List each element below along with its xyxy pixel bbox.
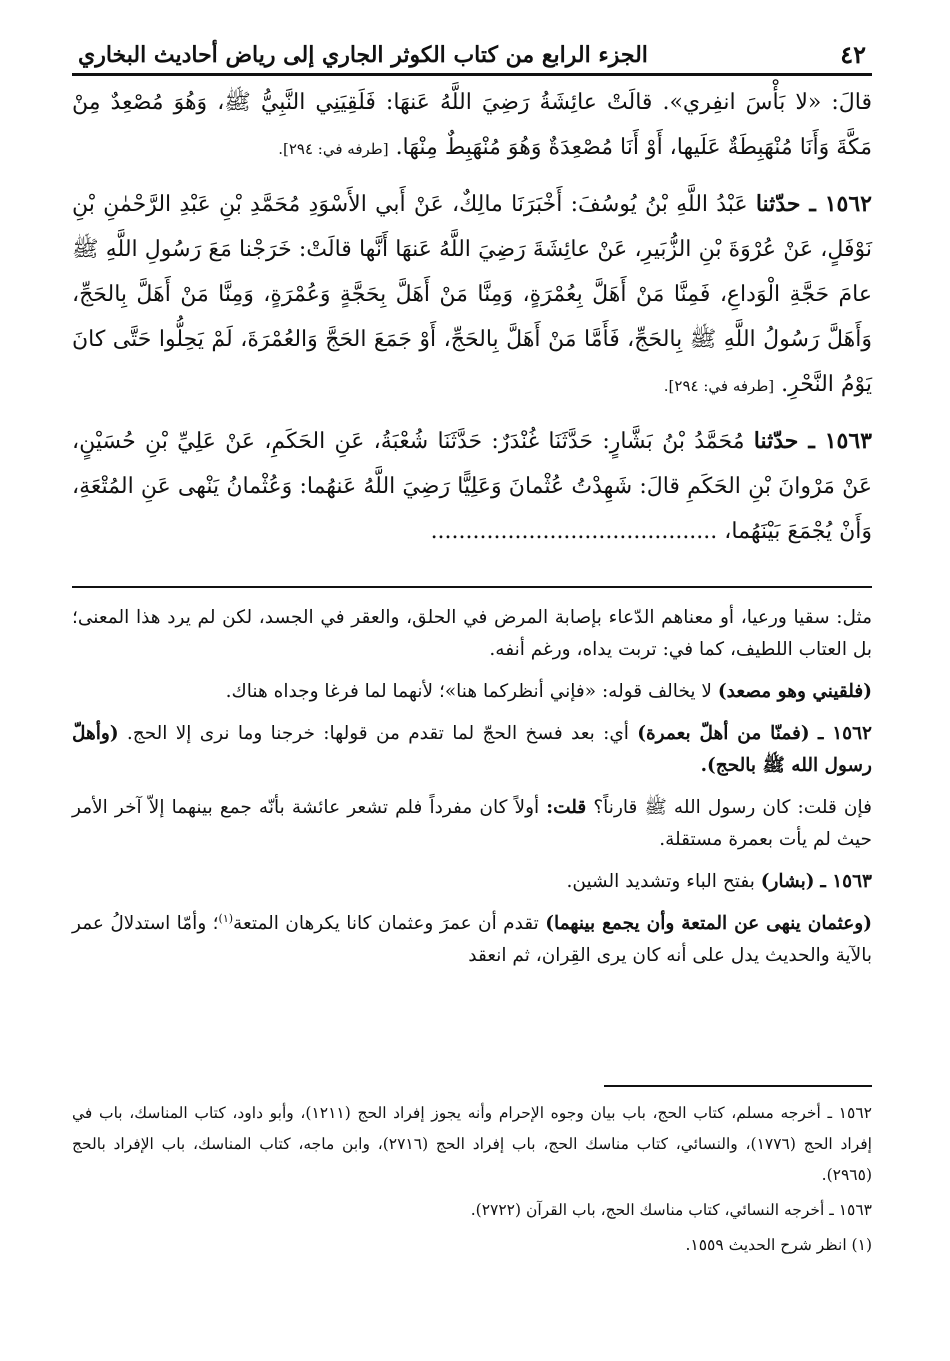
footnote-separator <box>604 1085 872 1087</box>
commentary-paragraph <box>72 866 872 898</box>
hadith-text-1562: عَبْدُ اللَّهِ بْنُ يُوسُفَ: أَخْبَرَنَا مالِكٌ، عَنْ أَبي الأَسْوَدِ مُحَمَّدِ بْنِ عَبْدِ الرَّحْمٰنِ بْنِ نَوْفَلٍ، عَنْ عُرْوَةَ بْنِ الزُّبَيرِ، عَنْ عائِشَةَ رَضِيَ اللَّهُ عَنهَا أَنَّها قالَتْ: خَرَجْنا مَعَ رَسُولِ اللَّهِ ﷺ عامَ حَجَّةِ الْوَداعِ، فَمِنَّا مَنْ أَهَلَّ بِعُمْرَةٍ، وَمِنَّا مَنْ أَهَلَّ بِحَجَّةٍ وَعُمْرَةٍ، وَمِنَّا مَنْ أَهَلَّ بِالحَجِّ، وَأَهَلَّ رَسُولُ اللَّهِ ﷺ بِالحَجِّ، فَأَمَّا مَنْ أَهَلَّ بِالحَجِّ، أَوْ جَمَعَ الحَجَّ وَالعُمْرَةَ، لَمْ يَحِلُّوا حَتَّى كانَ يَوْمُ النَّحْرِ. <box>72 192 872 397</box>
commentary-text: تقدم أن عمرَ وعثمان كانا يكرهان المتعة <box>233 913 539 934</box>
commentary-text: فإن قلت: كان رسول الله ﷺ قارناً؟ <box>593 797 872 818</box>
cross-reference: [طرفه في: ٢٩٤]. <box>663 377 775 395</box>
page-header <box>72 36 872 76</box>
main-separator <box>72 586 872 588</box>
commentary-paragraph <box>72 718 872 782</box>
paragraph-text: قالَ: «لا بَأْسَ انفِري». قالَتْ عائِشَةُ رَضِيَ اللَّهُ عَنهَا: فَلَقِيَنِي النَّبِيُّ ﷺ، وَهُوَ مُصْعِدٌ مِنْ مَكَّةَ وَأَنَا مُنْهَبِطَةٌ عَلَيها، أَوْ أَنَا مُصْعِدَةٌ وَهُوَ مُنْهَبِطٌ مِنْهَا. <box>72 90 872 160</box>
commentary-paragraph <box>72 908 872 972</box>
hadith-number: ١٥٦٣ ـ <box>820 871 872 892</box>
quoted-phrase: (فمنّا من أهلّ بعمرة) <box>637 723 810 744</box>
hadith-text-1563: مُحَمَّدُ بْنُ بَشَّارٍ: حَدَّثَنَا غُنْدَرٌ: حَدَّثَنَا شُعْبَةُ، عَنِ الحَكَمِ، عَنْ عَلِيِّ بْنِ حُسَيْنٍ، عَنْ مَرْوانَ بْنِ الحَكَمِ قالَ: شَهِدْتُ عُثْمانَ وَعَلِيًّا رَضِيَ اللَّهُ عَنهُما: وَعُثْمانُ يَنْهى عَنِ المُتْعَةِ، وَأَنْ يُجْمَعَ بَيْنَهُما، <box>72 429 872 544</box>
commentary-paragraph <box>72 676 872 708</box>
hadith-text <box>72 80 872 564</box>
page-number: ٤٢ <box>840 40 866 69</box>
commentary-text: ؛ وأمّا استدلالُ عمر بالآية والحديث يدل على أنه كان يرى القِران، ثم انعقد <box>72 913 872 966</box>
quoted-phrase: (وعثمان ينهى عن المتعة وأن يجمع بينهما) <box>545 913 872 934</box>
footnote-marker[interactable]: (١) <box>218 911 234 925</box>
hadith-number: ١٥٦٣ ـ حدّثنا <box>753 428 872 454</box>
commentary-text: أي: بعد فسخ الحجّ لما تقدم من قولها: خرجنا وما نرى إلا الحج. <box>126 723 629 744</box>
commentary-paragraph <box>72 792 872 856</box>
footnote-1: (١) انظر شرح الحديث ١٥٥٩. <box>685 1236 872 1254</box>
hadith-1562 <box>72 182 872 409</box>
commentary-text: أولاً كان مفرداً فلم تشعر عائشة بأنّه جمع بينهما إلاّ آخر الأمر حيث لم يأت بعمرة مستقلة. <box>72 797 872 850</box>
commentary-text: مثل: سقيا ورعيا، أو معناهم الدّعاء بإصابة المرض في الحلق، والعقر في الجسد، لكن لم يرد هذا المعنى؛ بل العتاب اللطيف، كما في: تربت يداه، ورغم أنفه. <box>72 607 872 660</box>
continuation-dots: ......................................... <box>430 519 718 544</box>
hadith-1563 <box>72 419 872 554</box>
hadith-paragraph-continuation <box>72 80 872 172</box>
commentary <box>72 602 872 982</box>
answer-label: قلت: <box>546 797 587 818</box>
commentary-paragraph <box>72 602 872 666</box>
footnote-1562: ١٥٦٢ ـ أخرجه مسلم، كتاب الحج، باب بيان وجوه الإحرام وأنه يجوز إفراد الحج (١٢١١)، وأبو داود، كتاب المناسك، باب في إفراد الحج (١٧٧٦)، والنسائي، كتاب مناسك الحج، باب إفراد الحج (٢٧١٦)، وابن ماجه، كتاب المناسك، باب الإفراد بالحج (٢٩٦٥). <box>72 1104 872 1184</box>
commentary-text: بفتح الباء وتشديد الشين. <box>566 871 755 892</box>
running-title: الجزء الرابع من كتاب الكوثر الجاري إلى رياض أحاديث البخاري <box>78 41 648 68</box>
hadith-number: ١٥٦٢ ـ حدّثنا <box>755 191 872 217</box>
hadith-number: ١٥٦٢ ـ <box>817 723 872 744</box>
quoted-phrase: (فلقيني وهو مصعد) <box>717 681 872 702</box>
footnotes <box>72 1098 872 1265</box>
quoted-phrase: (وأهلّ رسول الله ﷺ بالحج). <box>72 723 872 776</box>
footnote-1563: ١٥٦٣ ـ أخرجه النسائي، كتاب مناسك الحج، باب القرآن (٢٧٢٢). <box>470 1201 872 1219</box>
cross-reference: [طرفه في: ٢٩٤]. <box>278 140 389 158</box>
commentary-text: لا يخالف قوله: «فإني أنظركما هنا»؛ لأنهما لما فرغا وجداه هناك. <box>225 681 712 702</box>
quoted-phrase: (بشار) <box>760 871 815 892</box>
